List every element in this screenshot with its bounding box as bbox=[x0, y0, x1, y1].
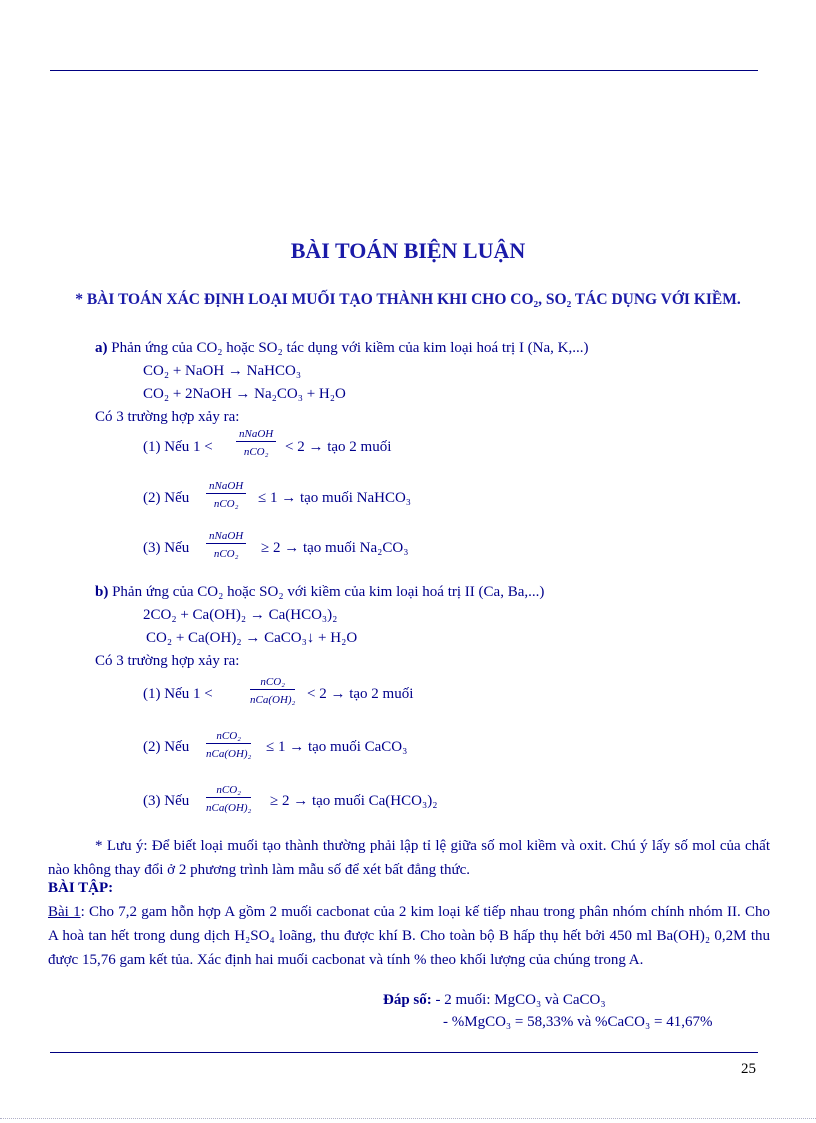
part-b-label: b) bbox=[95, 584, 109, 600]
ratio-denominator: nCa(OH)₂ bbox=[250, 694, 296, 706]
ratio-denominator: nCO₂ bbox=[213, 498, 239, 510]
ratio-numerator: nCO₂ bbox=[206, 784, 251, 798]
exercise-heading: BÀI TẬP: bbox=[48, 880, 114, 896]
part-a-case-1-pre: (1) Nếu 1 < bbox=[143, 439, 213, 455]
answer-text-1: - 2 muối: MgCO₃ và CaCO₃ bbox=[431, 992, 606, 1008]
part-a-intro bbox=[95, 340, 589, 357]
footer-rule bbox=[50, 1052, 758, 1053]
part-a-case-1-post: < 2 → tạo 2 muối bbox=[285, 439, 392, 455]
ratio-denominator: nCa(OH)₂ bbox=[206, 802, 252, 814]
part-b-case-3-pre: (3) Nếu bbox=[143, 793, 190, 809]
part-b-case-1-pre: (1) Nếu 1 < bbox=[143, 686, 213, 702]
ratio-numerator: nNaOH bbox=[206, 530, 246, 544]
part-b-case-2-pre: (2) Nếu bbox=[143, 739, 190, 755]
ratio-numerator: nNaOH bbox=[206, 480, 246, 494]
part-a-label: a) bbox=[95, 340, 108, 356]
ratio-numerator: nNaOH bbox=[236, 428, 276, 442]
ratio-numerator: nCO₂ bbox=[250, 676, 295, 690]
part-a-case-3-ratio bbox=[206, 530, 246, 560]
part-a-case-2-post: ≤ 1 → tạo muối NaHCO₃ bbox=[258, 490, 412, 506]
part-b-case-3-ratio bbox=[206, 784, 251, 814]
part-a-cases-intro: Có 3 trường hợp xảy ra: bbox=[95, 409, 240, 425]
section-heading: * BÀI TOÁN XÁC ĐỊNH LOẠI MUỐI TẠO THÀNH KHI CHO CO₂, SO₂ TÁC DỤNG VỚI KIỀM. bbox=[75, 291, 741, 308]
part-b-case-2-post: ≤ 1 → tạo muối CaCO₃ bbox=[266, 739, 408, 755]
part-b-cases-intro: Có 3 trường hợp xảy ra: bbox=[95, 653, 240, 669]
part-b-equation-1: 2CO₂ + Ca(OH)₂ → Ca(HCO₃)₂ bbox=[143, 607, 338, 623]
part-a-equation-1: CO₂ + NaOH → NaHCO₃ bbox=[143, 363, 302, 379]
answer-line-2: - %MgCO₃ = 58,33% và %CaCO₃ = 41,67% bbox=[443, 1014, 713, 1030]
part-a-case-2-pre: (2) Nếu bbox=[143, 490, 190, 506]
header-rule bbox=[50, 70, 758, 71]
part-a-equation-2: CO₂ + 2NaOH → Na₂CO₃ + H₂O bbox=[143, 386, 346, 402]
part-b-case-3-post: ≥ 2 → tạo muối Ca(HCO₃)₂ bbox=[270, 793, 438, 809]
part-a-case-2-ratio bbox=[206, 480, 246, 510]
answer-line-1 bbox=[383, 992, 606, 1009]
page-number: 25 bbox=[741, 1061, 756, 1077]
ratio-denominator: nCa(OH)₂ bbox=[206, 748, 252, 760]
exercise-1-label: Bài 1 bbox=[48, 904, 81, 920]
part-b-intro bbox=[95, 584, 544, 601]
answer-label: Đáp số: bbox=[383, 992, 432, 1008]
page-break-line bbox=[0, 1118, 816, 1119]
note-paragraph: * Lưu ý: Để biết loại muối tạo thành thường phải lập tỉ lệ giữa số mol kiềm và oxit. Chú ý lấy số mol của chất nào không thay đổi ở 2 phương trình làm mẫu số để xét bất đẳng thức. bbox=[48, 838, 770, 878]
part-a-intro-text: Phản ứng của CO₂ hoặc SO₂ tác dụng với kiềm của kim loại hoá trị I (Na, K,...) bbox=[107, 340, 589, 356]
part-a-case-3-pre: (3) Nếu bbox=[143, 540, 190, 556]
part-b-equation-2: CO₂ + Ca(OH)₂ → CaCO₃↓ + H₂O bbox=[146, 630, 358, 646]
ratio-denominator: nCO₂ bbox=[243, 446, 269, 458]
part-a-case-1-ratio bbox=[236, 428, 276, 458]
exercise-1-paragraph bbox=[48, 900, 770, 972]
ratio-denominator: nCO₂ bbox=[213, 548, 239, 560]
page-title: BÀI TOÁN BIỆN LUẬN bbox=[290, 238, 526, 263]
part-a-case-3-post: ≥ 2 → tạo muối Na₂CO₃ bbox=[261, 540, 409, 556]
part-b-case-2-ratio bbox=[206, 730, 251, 760]
part-b-intro-text: Phản ứng của CO₂ hoặc SO₂ với kiềm của kim loại hoá trị II (Ca, Ba,...) bbox=[108, 584, 545, 600]
ratio-numerator: nCO₂ bbox=[206, 730, 251, 744]
part-b-case-1-post: < 2 → tạo 2 muối bbox=[307, 686, 414, 702]
exercise-1-text: : Cho 7,2 gam hỗn hợp A gồm 2 muối cacbonat của 2 kim loại kế tiếp nhau trong phân nhóm chính nhóm II. Cho A hoà tan hết trong dung dịch H₂SO₄ loãng, thu được khí B. Cho toàn bộ B hấp thụ hết bởi 450 ml Ba(OH)₂ 0,2M thu được 15,76 gam kết tủa. Xác định hai muối cacbonat và tính % theo khối lượng của chúng trong A. bbox=[48, 904, 770, 968]
part-b-case-1-ratio bbox=[250, 676, 295, 706]
